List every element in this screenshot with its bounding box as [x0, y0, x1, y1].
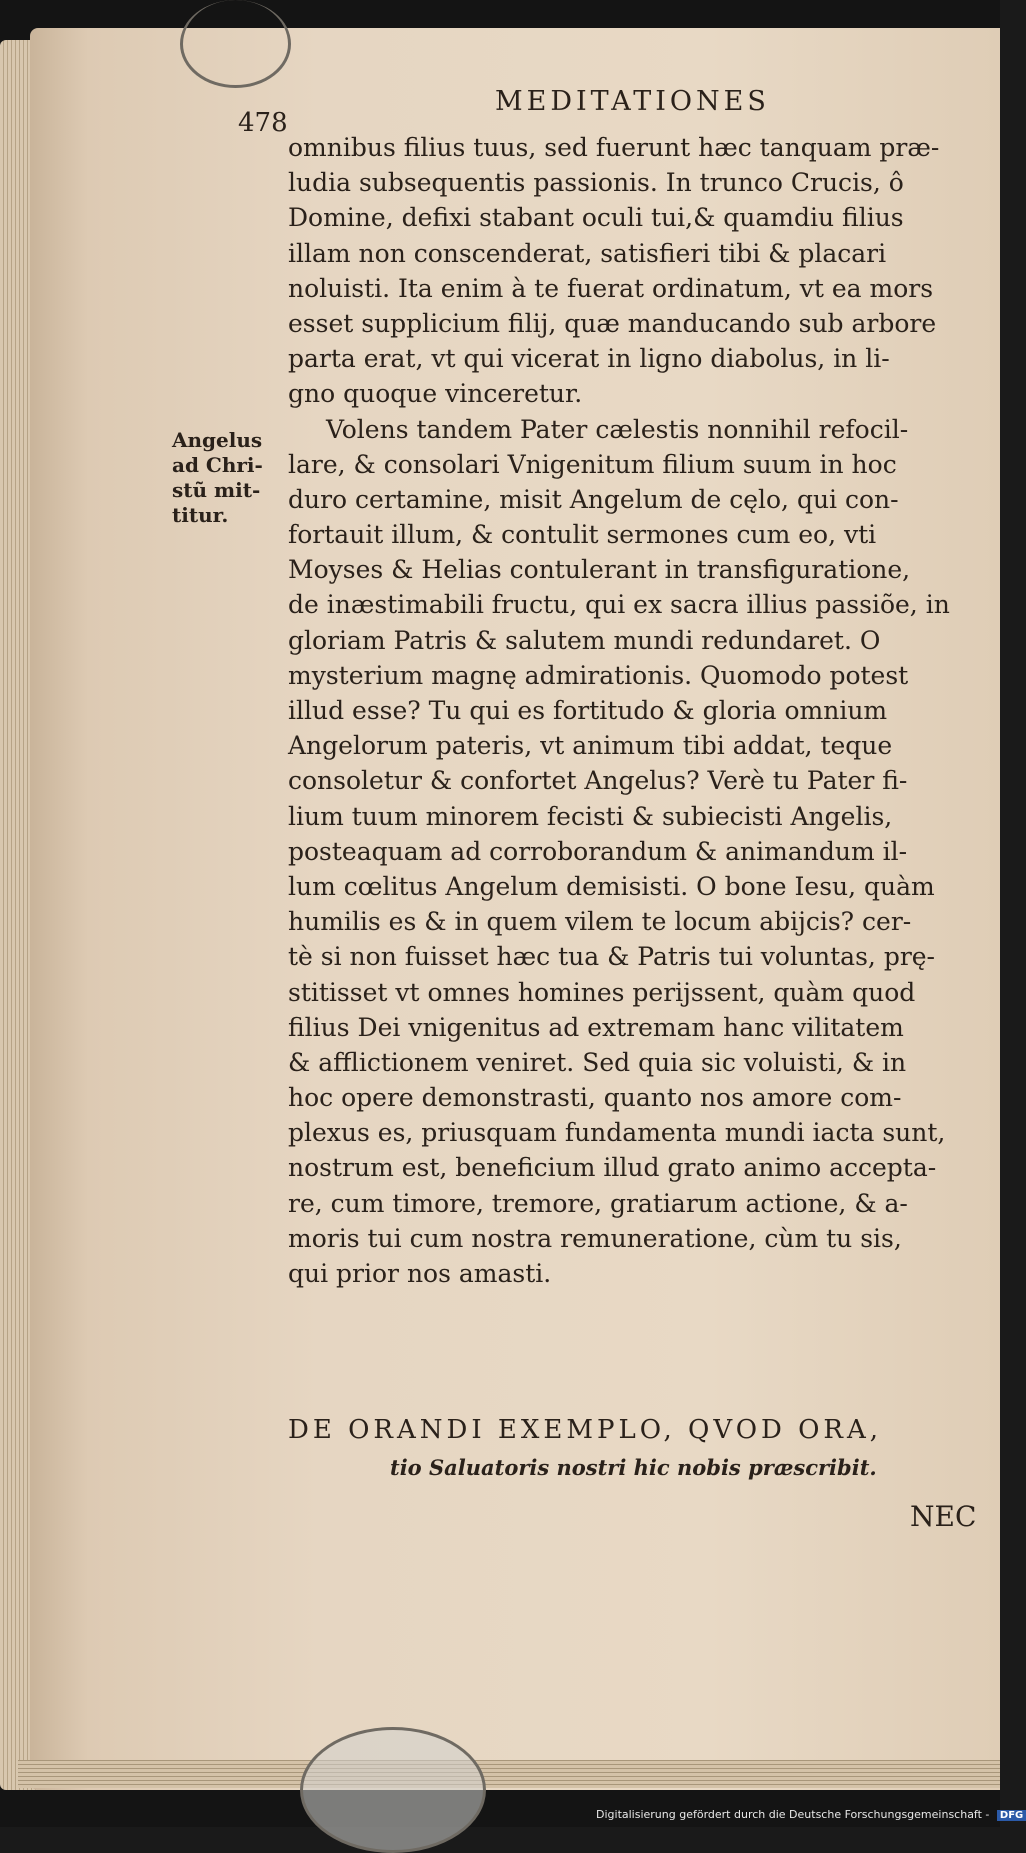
catchword: NEC [910, 1500, 977, 1533]
running-head: MEDITATIONES [495, 86, 770, 117]
text-line: duro certamine, misit Angelum de cęlo, qui con- [288, 484, 899, 514]
dfg-logo: DFG [997, 1810, 1026, 1821]
text-line: lum cœlitus Angelum demisisti. O bone Iesu, quàm [288, 871, 935, 901]
text-line: illam non conscenderat, satisfieri tibi & placari [288, 238, 887, 268]
section-heading: DE ORANDI EXEMPLO, QVOD ORA, [288, 1415, 883, 1445]
text-line: filius Dei vnigenitus ad extremam hanc vilitatem [288, 1012, 904, 1042]
text-line: Domine, defixi stabant oculi tui,& quamdiu filius [288, 203, 904, 233]
text-line: fortauit illum, & contulit sermones cum eo, vti [288, 520, 877, 550]
text-line: hoc opere demonstrasti, quanto nos amore com- [288, 1083, 902, 1113]
text-line: Volens tandem Pater cælestis nonnihil refocil- [326, 414, 909, 444]
digitization-credit [596, 1808, 1026, 1821]
margin-note [172, 428, 282, 528]
text-line: noluisti. Ita enim à te fuerat ordinatum, vt ea mors [288, 273, 934, 303]
book-clip-top [180, 0, 291, 88]
text-line: lare, & consolari Vnigenitum filium suum in hoc [288, 449, 897, 479]
text-line: esset supplicium filij, quæ manducando sub arbore [288, 308, 937, 338]
text-line: & afflictionem veniret. Sed quia sic voluisti, & in [288, 1047, 907, 1077]
text-line: lium tuum minorem fecisti & subiecisti Angelis, [288, 801, 893, 831]
body-text [288, 130, 978, 1291]
book-clip-bottom [300, 1727, 486, 1853]
text-line: consoletur & confortet Angelus? Verè tu Pater fi- [288, 766, 908, 796]
text-line: ludia subsequentis passionis. In trunco Crucis, ô [288, 168, 904, 198]
margin-note-line: Angelus [172, 428, 263, 452]
text-line: omnibus filius tuus, sed fuerunt hæc tanquam præ- [288, 133, 940, 162]
section-subheading: tio Saluatoris nostri hic nobis præscribit. [390, 1455, 877, 1480]
text-line: Moyses & Helias contulerant in transfiguratione, [288, 555, 911, 585]
text-line: de inæstimabili fructu, qui ex sacra illius passiõe, in [288, 590, 950, 620]
text-line: humilis es & in quem vilem te locum abijcis? cer- [288, 907, 912, 937]
credit-text: Digitalisierung gefördert durch die Deutsche Forschungsgemeinschaft - [596, 1808, 990, 1821]
margin-note-line: ad Chri- [172, 453, 263, 477]
text-line: nostrum est, beneficium illud grato animo accepta- [288, 1153, 937, 1183]
text-line: tè si non fuisset hæc tua & Patris tui voluntas, prę- [288, 942, 936, 972]
text-line: mysterium magnę admirationis. Quomodo potest [288, 660, 909, 690]
text-line: moris tui cum nostra remuneratione, cùm tu sis, [288, 1223, 902, 1253]
text-line: gloriam Patris & salutem mundi redundaret. O [288, 625, 881, 655]
text-line: illud esse? Tu qui es fortitudo & gloria omnium [288, 696, 888, 725]
page-number: 478 [238, 108, 288, 138]
text-line: parta erat, vt qui vicerat in ligno diabolus, in li- [288, 344, 890, 374]
margin-note-line: stũ mit- [172, 478, 261, 502]
margin-note-line: titur. [172, 503, 229, 527]
text-line: posteaquam ad corroborandum & animandum il- [288, 836, 908, 866]
text-line: Angelorum pateris, vt animum tibi addat, teque [288, 731, 893, 761]
text-line: qui prior nos amasti. [288, 1259, 552, 1288]
text-line: gno quoque vinceretur. [288, 379, 583, 409]
page-bottom-edge [18, 1760, 1000, 1788]
text-line: plexus es, priusquam fundamenta mundi iacta sunt, [288, 1118, 946, 1148]
text-line: stitisset vt omnes homines perijssent, quàm quod [288, 977, 916, 1007]
text-line: re, cum timore, tremore, gratiarum actione, & a- [288, 1188, 908, 1218]
